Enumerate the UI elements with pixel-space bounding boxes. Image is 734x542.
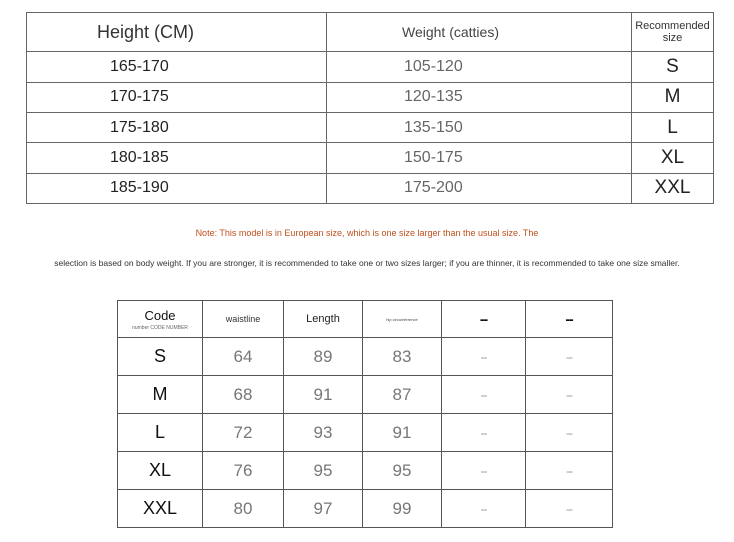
- code-cell: XXL: [118, 490, 203, 528]
- size-note-line-1: Note: This model is in European size, which is one size larger than the usual size. The: [195, 228, 539, 238]
- placeholder-cell: --: [442, 414, 526, 452]
- waistline-cell: 64: [203, 338, 284, 376]
- waistline-cell: 76: [203, 452, 284, 490]
- waistline-cell: 68: [203, 376, 284, 414]
- header-recommended-size: Recommended size: [632, 13, 714, 52]
- length-cell: 93: [284, 414, 363, 452]
- header-height: Height (CM): [27, 13, 327, 52]
- header-placeholder-2: --: [526, 301, 613, 338]
- waistline-cell: 72: [203, 414, 284, 452]
- header-hip-circumference: hip circumference: [363, 301, 442, 338]
- code-cell: S: [118, 338, 203, 376]
- table-row: [27, 52, 714, 82]
- placeholder-cell: --: [526, 452, 613, 490]
- placeholder-cell: --: [442, 338, 526, 376]
- length-cell: 95: [284, 452, 363, 490]
- table-row: [27, 113, 714, 143]
- height-cell: 170-175: [27, 82, 327, 112]
- hip-cell: 83: [363, 338, 442, 376]
- height-cell: 180-185: [27, 143, 327, 173]
- weight-cell: 135-150: [327, 113, 632, 143]
- size-cell: S: [632, 52, 714, 82]
- table-row: [118, 376, 613, 414]
- size-cell: XXL: [632, 173, 714, 203]
- table-row: [118, 414, 613, 452]
- placeholder-cell: --: [526, 414, 613, 452]
- placeholder-cell: --: [442, 376, 526, 414]
- table-row: [118, 490, 613, 528]
- code-cell: M: [118, 376, 203, 414]
- hip-cell: 91: [363, 414, 442, 452]
- weight-cell: 175-200: [327, 173, 632, 203]
- table-row: [118, 338, 613, 376]
- size-note-line-2: selection is based on body weight. If you are stronger, it is recommended to take one or two sizes larger; if you are thinner, it is recommended to take one size smaller.: [54, 258, 680, 268]
- measurement-table: [117, 300, 613, 528]
- table-row: [27, 173, 714, 203]
- table-header-row: [27, 13, 714, 52]
- size-cell: L: [632, 113, 714, 143]
- size-cell: XL: [632, 143, 714, 173]
- placeholder-cell: --: [526, 376, 613, 414]
- length-cell: 89: [284, 338, 363, 376]
- placeholder-cell: --: [526, 338, 613, 376]
- header-code-sublabel: number CODE NUMBER: [132, 324, 188, 331]
- weight-cell: 105-120: [327, 52, 632, 82]
- table-row: [27, 143, 714, 173]
- code-cell: L: [118, 414, 203, 452]
- size-cell: M: [632, 82, 714, 112]
- placeholder-cell: --: [526, 490, 613, 528]
- waistline-cell: 80: [203, 490, 284, 528]
- hip-cell: 87: [363, 376, 442, 414]
- hip-cell: 95: [363, 452, 442, 490]
- table-header-row: [118, 301, 613, 338]
- table-row: [27, 82, 714, 112]
- header-code: [118, 301, 203, 338]
- header-length: Length: [284, 301, 363, 338]
- header-waistline: waistline: [203, 301, 284, 338]
- height-cell: 185-190: [27, 173, 327, 203]
- header-placeholder-1: --: [442, 301, 526, 338]
- height-cell: 175-180: [27, 113, 327, 143]
- length-cell: 91: [284, 376, 363, 414]
- weight-cell: 150-175: [327, 143, 632, 173]
- hip-cell: 99: [363, 490, 442, 528]
- weight-cell: 120-135: [327, 82, 632, 112]
- code-cell: XL: [118, 452, 203, 490]
- header-code-label: Code: [144, 307, 176, 323]
- size-recommendation-table: [26, 12, 714, 204]
- header-weight: Weight (catties): [327, 13, 632, 52]
- height-cell: 165-170: [27, 52, 327, 82]
- placeholder-cell: --: [442, 490, 526, 528]
- length-cell: 97: [284, 490, 363, 528]
- table-row: [118, 452, 613, 490]
- placeholder-cell: --: [442, 452, 526, 490]
